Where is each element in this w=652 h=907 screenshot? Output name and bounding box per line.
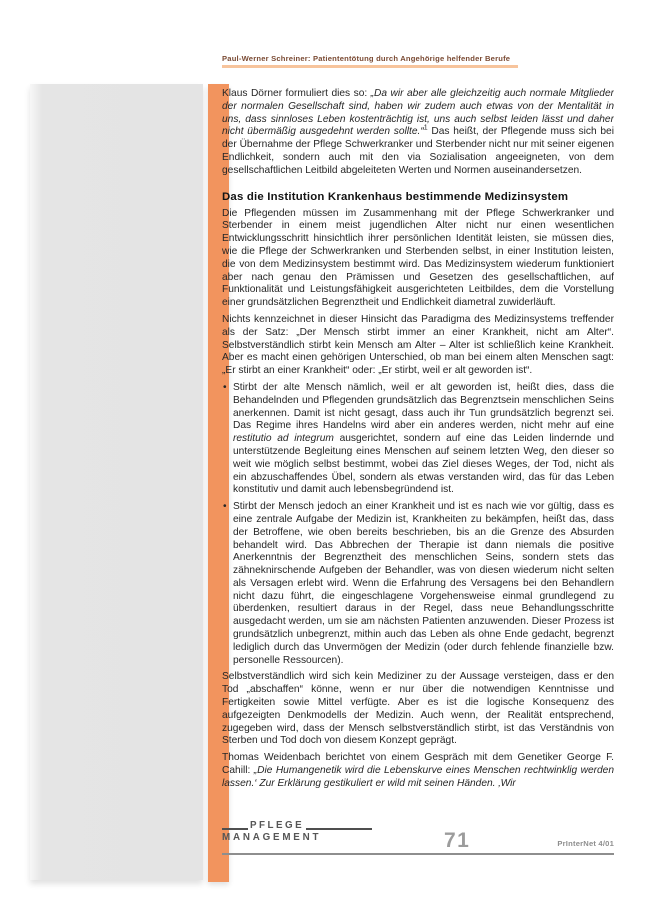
paragraph-mediziner: Selbstverständlich wird sich kein Mediziner zu der Aussage versteigen, dass er den Tod „abschaffen“ könne, wenn er nur über die notwendigen Kenntnisse und Fertigkeiten sowie Mittel verfügte. Aber es ist die logische Konsequenz des aufgezeigten Denkmodells der Medizin. Auch wenn, der Realität entsprechend, zugegeben wird, dass der Mensch selbstverständlich stirbt, ist das Verständnis von Sterben und Tod doch von diesem Konzept geprägt. bbox=[222, 671, 614, 747]
paragraph-weidenbach bbox=[222, 752, 614, 790]
bullet-item-krankheit bbox=[222, 501, 614, 667]
bullet1-latin-term: restitutio ad integrum bbox=[233, 433, 334, 445]
logo-row-pflege bbox=[222, 820, 372, 831]
logo-word-pflege: PFLEGE bbox=[250, 820, 305, 831]
logo-rule-left bbox=[222, 828, 248, 830]
bullet1-post: ausgerichtet, sondern auf eine das Leiden lindernde und unterstützende Begleitung eines Menschen auf seinem letzten Weg, den dieser so weit wie möglich selbst bestimmt, wobei das Ziel dieses Weges, der Tod, nicht als ein abzuschaffendes Übel, sondern als etwas verstanden wird, das für das Leben konstitutiv und damit auch lebensbegründend ist. bbox=[233, 433, 614, 496]
paragraph-rest: Das heißt, der Pflegende muss sich bei der Übernahme der Pflege Schwerkranker und Sterbender nicht nur mit seiner eigenen Endlichkeit, sondern auch mit den via Sozialisation angeeigneten, von dem gesellschaftlichen Leitbild abgeleiteten Werten und Normen auseinandersetzen. bbox=[222, 126, 614, 176]
paragraph-doerner-quote bbox=[222, 88, 614, 178]
bullet-item-alter bbox=[222, 382, 614, 497]
margin-gray-bar bbox=[30, 84, 203, 880]
bullet2-text: Stirbt der Mensch jedoch an einer Krankheit und ist es nach wie vor gültig, dass es eine zentrale Aufgabe der Medizin ist, Krankheiten zu bekämpfen, heißt das, dass der Betroffene, wie oben bereits beschrieben, bis an die Grenze des Absurden behandelt wird. Das Abbrechen der Therapie ist dann niemals die positive Anerkenntnis der Begrenztheit des menschlichen Seins, sondern stets das zähneknirschende Aufgeben der Behandler, was von diesen wiederum nicht selten als Versagen erlebt wird. Wenn die Erfahrung des Versagens bei den Behandlern nicht dazu führt, die eingeschlagene Vorgehensweise einmal grundlegend zu überdenken, resultiert daraus in der Regel, dass neue Behandlungsschritte ausgedacht werden, um sie am nächsten Patienten anzuwenden. Dieser Prozess ist grundsätzlich unbegrenzt, mithin auch das Leben als ohne Ende gedacht, begrenzt lediglich durch das Unvermögen der Medizin (oder durch fehlende finanzielle bzw. personelle Ressourcen). bbox=[233, 501, 614, 666]
running-header-text: Paul-Werner Schreiner: Patiententötung durch Angehörige helfender Berufe bbox=[222, 54, 511, 63]
paragraph-lead: Klaus Dörner formuliert dies so: bbox=[222, 88, 371, 99]
logo-rule-right bbox=[306, 828, 372, 830]
logo-word-management: MANAGEMENT bbox=[222, 832, 322, 843]
paragraph-lead: Thomas Weidenbach berichtet von einem Gespräch mit dem Genetiker George F. Cahill: bbox=[222, 752, 614, 777]
article-body bbox=[222, 88, 614, 820]
paragraph-pflegende: Die Pflegenden müssen im Zusammenhang mit der Pflege Schwerkranker und Sterbender in einem meist jugendlichen Alter nicht nur einen wesentlichen Entwicklungsschritt hinsichtlich ihrer persönlichen Identität leisten, sie müssen dies, wie die Pflege der Schwerkranken und Sterbenden selbst, in einer Institution leisten, die von dem Medizinsystem bestimmt wird. Das Medizinsystem wiederum funktioniert aber nach genau den Prämissen und Gesetzen des gesellschaftlichen, auf Funktionalität und Leistungsfähigkeit ausgerichteten Leitbildes, dem die Vorstellung einer grundsätzlichen Begrenztheit und Endlichkeit diametral zuwiderläuft. bbox=[222, 207, 614, 309]
issue-label: PrInterNet 4/01 bbox=[557, 839, 614, 848]
bullet1-pre: Stirbt der alte Mensch nämlich, weil er alt geworden ist, heißt dies, dass die Behandelnden und Pflegenden grundsätzlich das Begrenztsein menschlichen Seins anerkennen. Damit ist nicht gesagt, dass auch ihr Tun grundsätzlich begrenzt sei. Das Regime ihres Handelns wird aber ein anderes werden, nicht mehr auf eine bbox=[233, 381, 614, 432]
page-footer bbox=[222, 820, 614, 860]
journal-logo bbox=[222, 820, 372, 843]
footnote-marker: 1 bbox=[423, 125, 428, 132]
footer-rule bbox=[222, 853, 614, 855]
cahill-quote-text: „Die Humangenetik wird die Lebenskurve eines Menschen rechtwinklig werden lassen.‘ Zur Erklärung gestikuliert er wild mit seinen Händen. ‚Wir bbox=[222, 765, 614, 789]
doerner-quote-text: „Da wir aber alle gleichzeitig auch normale Mitglieder der normalen Gesellschaft sind, haben wir zudem auch etwas von der Mentalität in uns, dass sinnloses Leben kostenträchtig ist, uns auch selbst leiden lässt und daher nicht übermäßig ausgedehnt werden sollte.“ bbox=[222, 88, 614, 138]
page-number: 71 bbox=[444, 829, 471, 852]
bullet-list bbox=[222, 382, 614, 668]
section-heading: Das die Institution Krankenhaus bestimmende Medizinsystem bbox=[222, 190, 569, 203]
header-underline bbox=[222, 65, 518, 68]
running-header bbox=[222, 54, 614, 68]
paragraph-paradigma: Nichts kennzeichnet in dieser Hinsicht das Paradigma des Medizinsystems treffender als der Satz: „Der Mensch stirbt immer an einer Krankheit, nicht am Alter“. Selbstverständlich stirbt kein Mensch am Alter – Alter ist schließlich keine Krankheit. Aber es macht einen gehörigen Unterschied, ob man bei einem alten Menschen sagt: „Er stirbt an einer Krankheit“ oder: „Er stirbt, weil er alt geworden ist“. bbox=[222, 313, 614, 377]
